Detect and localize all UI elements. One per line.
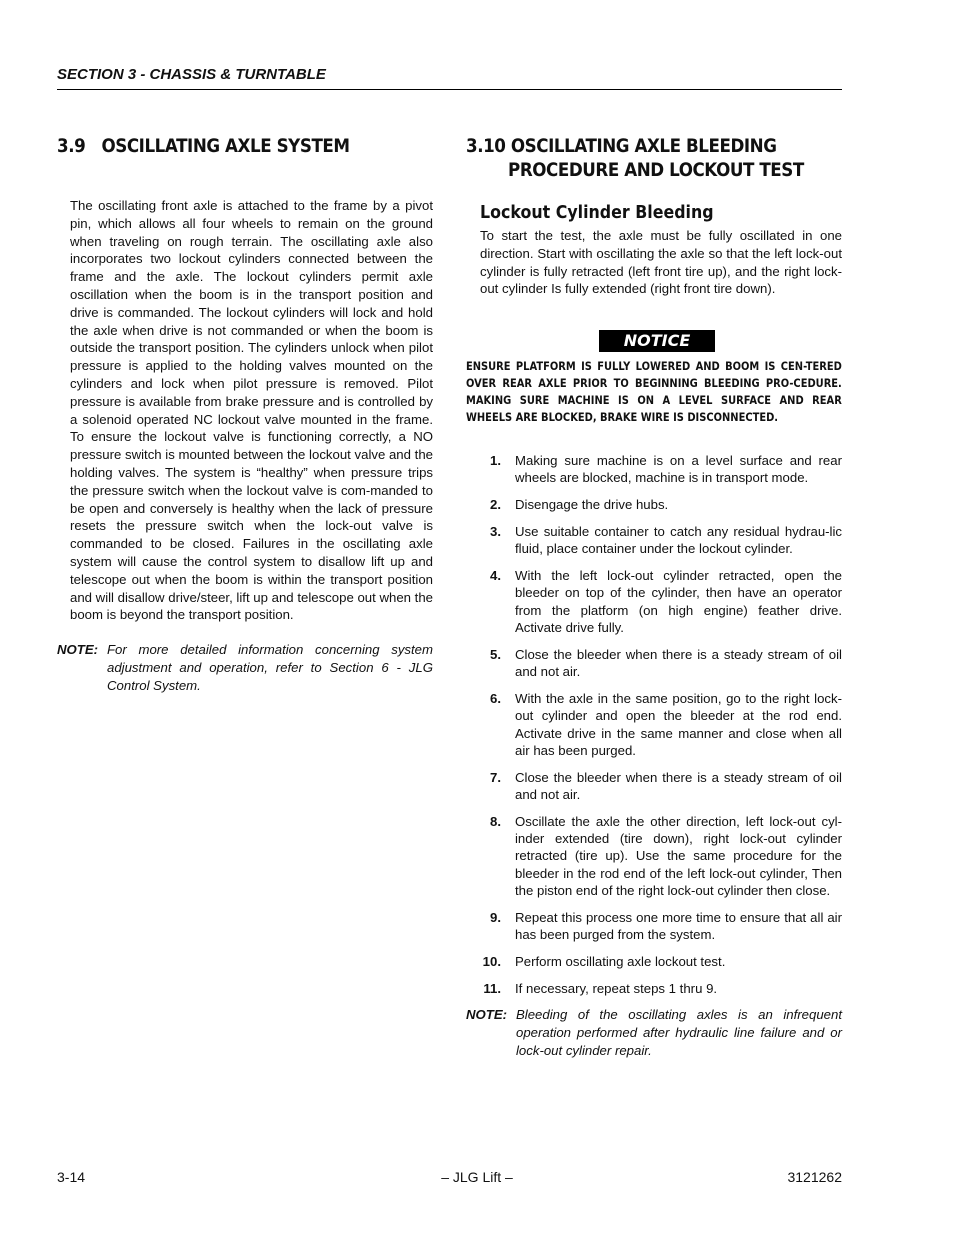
- list-item: [466, 690, 842, 759]
- step-text: With the left lock-out cylinder retracted, open the bleeder on top of the cylinder, then have an operator from the platform (on high engine) feather drive. Activate drive fully.: [515, 568, 842, 636]
- step-text: Oscillate the axle the other direction, left lock-out cyl-inder extended (tire down), right lock-out cylinder retracted (tire up). Use the same procedure for the bleeder in the rod end of the left lock-out cylinder, Then the piston end of the right lock-out cylinder then close.: [515, 813, 842, 898]
- list-item: [466, 523, 842, 558]
- step-text: Close the bleeder when there is a steady stream of oil and not air.: [515, 646, 842, 680]
- note-label: NOTE:: [466, 1007, 508, 1023]
- step-number: 11.: [483, 980, 501, 996]
- note-text: For more detailed information concerning system adjustment and operation, refer to Section 6 - JLG Control System.: [107, 642, 433, 694]
- document-number: 3121262: [787, 1169, 842, 1185]
- step-text: If necessary, repeat steps 1 thru 9.: [515, 980, 718, 996]
- page-number: 3-14: [57, 1169, 86, 1185]
- step-text: Repeat this process one more time to ensure that all air has been purged from the system.: [515, 909, 842, 943]
- step-text: With the axle in the same position, go to the right lock-out cylinder and open the bleeder at the rod end. Activate drive in the same manner and close when all air has been purged.: [515, 690, 842, 758]
- note-block: [466, 1006, 842, 1060]
- notice-badge: NOTICE: [599, 330, 715, 352]
- list-item: [466, 980, 842, 997]
- step-text: Close the bleeder when there is a steady stream of oil and not air.: [515, 769, 842, 802]
- list-item: [466, 769, 842, 804]
- step-number: 7.: [490, 769, 501, 785]
- intro-paragraph: To start the test, the axle must be fully oscillated in one direction. Start with oscillating the axle so that the left lock-out cylinder is fully retracted (left front tire up), and the right lock-out cylinder Is fully extended (right front tire down).: [480, 228, 842, 297]
- header-rule: [57, 89, 842, 90]
- axle-system-paragraph: The oscillating front axle is attached to the frame by a pivot pin, which allows all four wheels to remain on the ground when traveling on rough terrain. The oscillating axle also incorporates two lockout cylinders connected between the frame and the axle. The lockout cylinders permit axle oscillation when the boom is in the transport position and drive is commanded. The lockout cylinders will lock and hold the axle when drive is not commanded or when the boom is outside the transport position. The cylinders unlock when pilot pressure is applied to the holding valves mounted on the cylinders and lock when pilot pressure is removed. Pilot pressure is available from brake pressure and is controlled by a solenoid operated NC lockout valve mounted in the frame. To ensure the lockout valve is functioning correctly, a NO pressure switch is mounted between the lockout valve and the holding valves. The system is “healthy” when pressure trips the pressure switch when the lockout valve is com-manded to be open and conversely is healthy when the lack of pressure resets the pressure switch when the lock-out valve is commanded to be closed. Failures in the oscillating axle system will cause the control system to disallow lift up and telescope out when the boom is within the transport position and will disallow drive/steer, lift up and telescope out when the boom is beyond the transport position.: [70, 198, 433, 623]
- step-number: 8.: [490, 813, 501, 829]
- step-number: 3.: [490, 524, 501, 540]
- section-header: SECTION 3 - CHASSIS & TURNTABLE: [57, 66, 326, 83]
- list-item: [466, 813, 842, 899]
- left-column: [57, 134, 433, 695]
- step-number: 4.: [490, 568, 501, 584]
- right-column: [466, 134, 842, 1060]
- section-heading-3-10-line2: PROCEDURE AND LOCKOUT TEST: [508, 159, 804, 181]
- footer-brand: – JLG Lift –: [441, 1169, 513, 1185]
- list-item: [466, 452, 842, 487]
- list-item: [466, 567, 842, 636]
- section-heading-3-10-line1: 3.10 OSCILLATING AXLE BLEEDING: [466, 135, 777, 157]
- step-number: 6.: [490, 690, 501, 706]
- note-label: NOTE:: [57, 642, 99, 658]
- step-number: 10.: [482, 953, 501, 969]
- notice-text: ENSURE PLATFORM IS FULLY LOWERED AND BOOM IS CEN-TERED OVER REAR AXLE PRIOR TO BEGINNING BLEEDING PRO-CEDURE. MAKING SURE MACHINE IS ON A LEVEL SURFACE AND REAR WHEELS ARE BLOCKED, BRAKE WIRE IS DISCONNECTED.: [466, 359, 842, 425]
- step-number: 1.: [490, 453, 501, 469]
- step-number: 5.: [490, 646, 501, 662]
- step-number: 2.: [490, 497, 501, 513]
- step-text: Disengage the drive hubs.: [515, 497, 669, 513]
- step-number: 9.: [490, 909, 501, 925]
- note-block: [57, 641, 433, 695]
- step-text: Use suitable container to catch any residual hydrau-lic fluid, place container under the lockout cylinder.: [515, 524, 842, 557]
- step-text: Perform oscillating axle lockout test.: [515, 953, 726, 969]
- list-item: [466, 953, 842, 970]
- heading-number: 3.9: [57, 135, 86, 157]
- list-item: [466, 909, 842, 944]
- section-heading-3-9: [57, 134, 388, 158]
- note-text: Bleeding of the oscillating axles is an infrequent operation performed after hydraulic line failure and or lock-out cylinder repair.: [516, 1007, 842, 1059]
- list-item: [466, 496, 842, 513]
- heading-title: OSCILLATING AXLE SYSTEM: [101, 135, 350, 157]
- list-item: [466, 646, 842, 681]
- step-text: Making sure machine is on a level surface and rear wheels are blocked, machine is in transport mode.: [515, 453, 842, 486]
- procedure-steps: [466, 452, 842, 997]
- subheading-lockout-cylinder-bleeding: Lockout Cylinder Bleeding: [480, 202, 714, 223]
